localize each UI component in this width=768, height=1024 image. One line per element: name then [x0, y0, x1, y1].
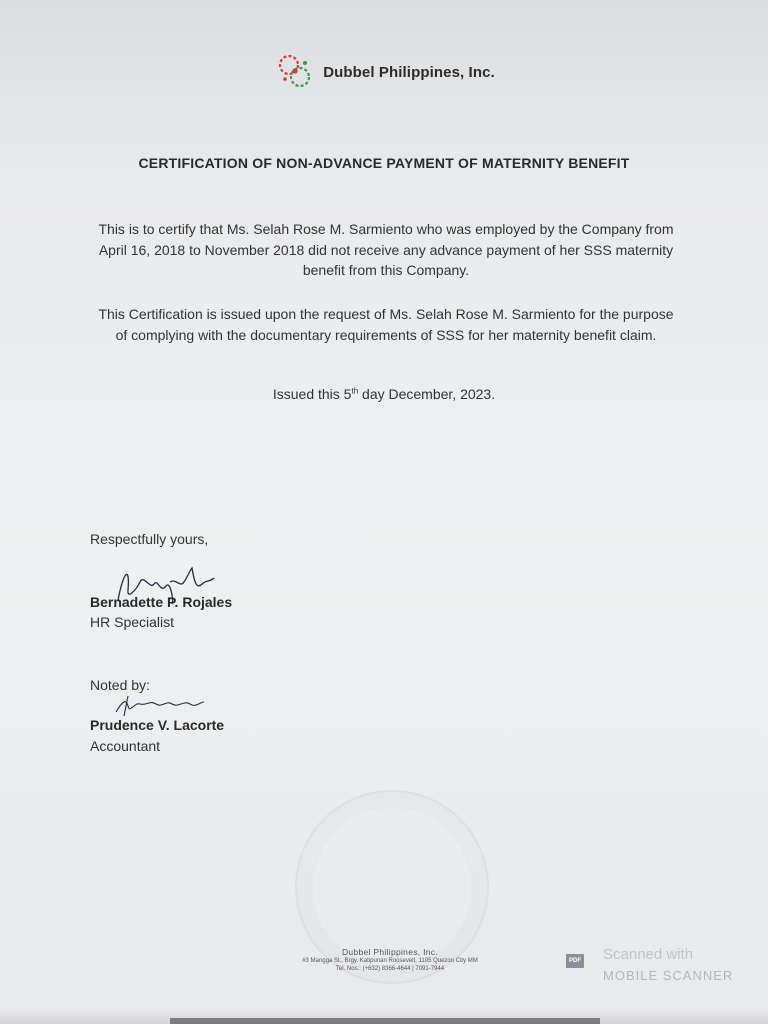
pdf-icon: PDF	[566, 954, 584, 968]
company-name: Dubbel Philippines, Inc.	[323, 63, 495, 81]
footer	[250, 947, 530, 973]
footer-phone: Tel. Nos.: (+632) 8366-4644 | 7091-7944	[335, 966, 445, 972]
company-header	[0, 50, 768, 94]
certification-paragraph: This is to certify that Ms. Selah Rose M. Sarmiento who was employed by the Company from April 16, 2018 to November 2018 did not receive any advance payment of her SSS maternity benefit from this Company.	[98, 221, 674, 278]
watermark-line-2: MOBILE SCANNER	[603, 968, 734, 983]
footer-company: Dubbel Philippines, Inc.	[341, 947, 439, 957]
signer-2-name: Prudence V. Lacorte	[90, 717, 225, 733]
signer-2-role: Accountant	[90, 738, 161, 754]
noted-by-label: Noted by:	[90, 677, 150, 693]
signature-2	[112, 694, 207, 718]
issued-ordinal: th	[351, 386, 359, 396]
issued-prefix: Issued this 5	[272, 386, 352, 402]
document-title: CERTIFICATION OF NON-ADVANCE PAYMENT OF MATERNITY BENEFIT	[138, 155, 630, 171]
scanner-watermark	[566, 946, 746, 990]
dubbel-logo-icon	[273, 50, 317, 94]
signer-1-name: Bernadette P. Rojales	[90, 594, 233, 610]
issued-date	[0, 386, 768, 402]
watermark-line-1: Scanned with	[603, 946, 694, 963]
footer-address: #3 Mangga St., Brgy. Katipunan Roosevelt, 1105 Quezon City MM	[302, 958, 478, 964]
page-edge-dark	[170, 1018, 600, 1024]
purpose-paragraph: This Certification is issued upon the request of Ms. Selah Rose M. Sarmiento for the purpose of complying with the documentary requirements of SSS for her maternity benefit claim.	[98, 306, 674, 343]
signer-1-role: HR Specialist	[90, 614, 175, 630]
closing-line: Respectfully yours,	[90, 531, 209, 547]
issued-rest: day December, 2023.	[358, 386, 496, 402]
